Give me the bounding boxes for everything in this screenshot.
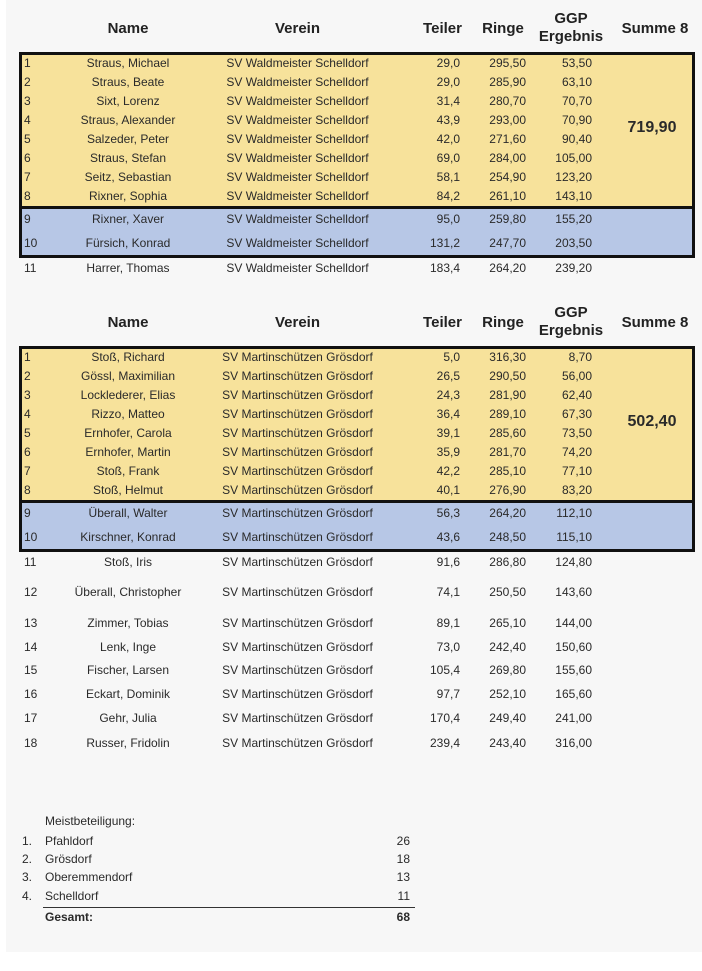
cell-ringe: 295,50 bbox=[489, 56, 526, 70]
cell-teiler: 84,2 bbox=[436, 189, 460, 203]
cell-rank: 7 bbox=[24, 170, 31, 184]
cell-rank: 1 bbox=[24, 350, 31, 364]
cell-name: Sixt, Lorenz bbox=[96, 94, 160, 108]
cell-ggp: 73,50 bbox=[561, 426, 592, 440]
cell-name: Eckart, Dominik bbox=[85, 687, 171, 701]
cell-rank: 15 bbox=[24, 663, 38, 677]
cell-ggp: 115,10 bbox=[556, 530, 592, 544]
cell-ggp: 62,40 bbox=[561, 388, 592, 402]
cell-ggp: 77,10 bbox=[561, 464, 592, 478]
table-row bbox=[0, 614, 702, 633]
table-row bbox=[0, 638, 702, 657]
cell-verein: SV Martinschützen Grösdorf bbox=[222, 464, 373, 478]
cell-teiler: 89,1 bbox=[436, 616, 460, 630]
cell-teiler: 43,9 bbox=[436, 113, 460, 127]
cell-rank: 10 bbox=[24, 530, 38, 544]
table-row bbox=[0, 528, 702, 547]
cell-name: Ernhofer, Carola bbox=[84, 426, 172, 440]
cell-teiler: 5,0 bbox=[443, 350, 460, 364]
cell-verein: SV Martinschützen Grösdorf bbox=[222, 369, 373, 383]
cell-verein: SV Martinschützen Grösdorf bbox=[222, 483, 373, 497]
cell-ggp: 143,10 bbox=[555, 189, 592, 203]
cell-ringe: 281,70 bbox=[489, 445, 526, 459]
cell-ringe: 285,60 bbox=[489, 426, 526, 440]
cell-ringe: 250,50 bbox=[489, 585, 526, 599]
cell-rank: 8 bbox=[24, 483, 31, 497]
cell-ggp: 143,60 bbox=[555, 585, 592, 599]
cell-name: Russer, Fridolin bbox=[86, 736, 170, 750]
cell-ringe: 252,10 bbox=[489, 687, 526, 701]
cell-ringe: 281,90 bbox=[489, 388, 526, 402]
cell-name: Stoß, Helmut bbox=[92, 483, 164, 497]
cell-verein: SV Martinschützen Grösdorf bbox=[222, 388, 373, 402]
cell-verein: SV Martinschützen Grösdorf bbox=[222, 616, 373, 630]
cell-ggp: 112,10 bbox=[556, 506, 592, 520]
header-teiler: Teiler bbox=[423, 314, 462, 331]
cell-name: Straus, Stefan bbox=[89, 151, 167, 165]
cell-teiler: 170,4 bbox=[429, 711, 460, 725]
cell-ringe: 261,10 bbox=[489, 189, 526, 203]
table-row bbox=[0, 443, 702, 462]
cell-rank: 8 bbox=[24, 189, 31, 203]
table-row bbox=[0, 386, 702, 405]
cell-rank: 3 bbox=[24, 388, 31, 402]
table-row bbox=[0, 92, 702, 111]
cell-rank: 12 bbox=[24, 585, 38, 599]
header-summe: Summe 8 bbox=[621, 314, 689, 331]
cell-verein: SV Waldmeister Schelldorf bbox=[226, 132, 369, 146]
table-row bbox=[0, 73, 702, 92]
cell-ggp: 241,00 bbox=[555, 711, 592, 725]
cell-name: Harrer, Thomas bbox=[86, 261, 170, 275]
cell-ringe: 249,40 bbox=[489, 711, 526, 725]
cell-ggp: 124,80 bbox=[555, 555, 592, 569]
cell-rank: 3 bbox=[24, 94, 31, 108]
cell-verein: SV Martinschützen Grösdorf bbox=[222, 350, 373, 364]
cell-ringe: 284,00 bbox=[489, 151, 526, 165]
cell-rank: 14 bbox=[24, 640, 38, 654]
cell-name: Überall, Walter bbox=[88, 506, 168, 520]
cell-verein: SV Martinschützen Grösdorf bbox=[222, 585, 373, 599]
header-ggp-line2: Ergebnis bbox=[538, 322, 604, 339]
cell-ggp: 155,60 bbox=[555, 663, 592, 677]
cell-name: Seitz, Sebastian bbox=[84, 170, 172, 184]
table-row bbox=[0, 348, 702, 367]
cell-teiler: 39,1 bbox=[436, 426, 460, 440]
cell-ringe: 316,30 bbox=[489, 350, 526, 364]
cell-teiler: 29,0 bbox=[436, 75, 460, 89]
cell-teiler: 74,1 bbox=[436, 585, 460, 599]
cell-ggp: 63,10 bbox=[561, 75, 592, 89]
cell-name: Gehr, Julia bbox=[99, 711, 157, 725]
cell-teiler: 131,2 bbox=[429, 236, 460, 250]
cell-name: Gössl, Maximilian bbox=[80, 369, 176, 383]
cell-verein: SV Waldmeister Schelldorf bbox=[226, 94, 369, 108]
item-num: 3. bbox=[22, 870, 33, 884]
cell-ringe: 285,10 bbox=[489, 464, 526, 478]
cell-name: Straus, Alexander bbox=[80, 113, 176, 127]
cell-teiler: 239,4 bbox=[429, 736, 460, 750]
cell-rank: 7 bbox=[24, 464, 31, 478]
header-teiler: Teiler bbox=[423, 20, 462, 37]
cell-name: Stoß, Richard bbox=[91, 350, 165, 364]
cell-ringe: 259,80 bbox=[489, 212, 526, 226]
cell-verein: SV Martinschützen Grösdorf bbox=[222, 530, 373, 544]
cell-ringe: 276,90 bbox=[489, 483, 526, 497]
cell-verein: SV Martinschützen Grösdorf bbox=[222, 687, 373, 701]
item-value: 13 bbox=[396, 870, 410, 884]
table-row bbox=[0, 367, 702, 386]
cell-verein: SV Waldmeister Schelldorf bbox=[226, 170, 369, 184]
header-name: Name bbox=[107, 20, 149, 37]
cell-name: Lenk, Inge bbox=[99, 640, 157, 654]
total-label: Gesamt: bbox=[45, 910, 94, 924]
cell-verein: SV Martinschützen Grösdorf bbox=[222, 736, 373, 750]
cell-teiler: 26,5 bbox=[436, 369, 460, 383]
cell-name: Stoß, Frank bbox=[96, 464, 160, 478]
cell-rank: 6 bbox=[24, 151, 31, 165]
table-row bbox=[0, 187, 702, 206]
cell-ggp: 70,70 bbox=[561, 94, 592, 108]
cell-teiler: 56,3 bbox=[436, 506, 460, 520]
cell-verein: SV Waldmeister Schelldorf bbox=[226, 212, 369, 226]
cell-teiler: 31,4 bbox=[436, 94, 460, 108]
cell-rank: 2 bbox=[24, 75, 31, 89]
cell-teiler: 105,4 bbox=[429, 663, 460, 677]
cell-name: Stoß, Iris bbox=[103, 555, 152, 569]
cell-verein: SV Martinschützen Grösdorf bbox=[222, 506, 373, 520]
table-row bbox=[0, 504, 702, 523]
table-row bbox=[0, 583, 702, 602]
list-item bbox=[0, 832, 702, 850]
table2-summe: 502,40 bbox=[627, 413, 677, 430]
header-ggp bbox=[536, 10, 606, 46]
cell-name: Überall, Christopher bbox=[74, 585, 182, 599]
header-verein: Verein bbox=[274, 314, 321, 331]
cell-rank: 13 bbox=[24, 616, 38, 630]
cell-ringe: 264,20 bbox=[489, 261, 526, 275]
cell-ggp: 53,50 bbox=[561, 56, 592, 70]
cell-rank: 4 bbox=[24, 407, 31, 421]
cell-ringe: 265,10 bbox=[489, 616, 526, 630]
table-row bbox=[0, 553, 702, 572]
item-value: 18 bbox=[396, 852, 410, 866]
cell-name: Fürsich, Konrad bbox=[85, 236, 171, 250]
table-row bbox=[0, 685, 702, 704]
cell-ringe: 280,70 bbox=[489, 94, 526, 108]
cell-verein: SV Waldmeister Schelldorf bbox=[226, 113, 369, 127]
cell-name: Kirschner, Konrad bbox=[80, 530, 176, 544]
header-ggp-line2: Ergebnis bbox=[538, 28, 604, 45]
table-row bbox=[0, 424, 702, 443]
table-row bbox=[0, 405, 702, 424]
cell-ringe: 264,20 bbox=[489, 506, 526, 520]
cell-ggp: 155,20 bbox=[555, 212, 592, 226]
cell-name: Salzeder, Peter bbox=[86, 132, 170, 146]
table1-summe: 719,90 bbox=[627, 119, 677, 136]
header-ringe: Ringe bbox=[482, 20, 524, 37]
table-row bbox=[0, 149, 702, 168]
header-ringe: Ringe bbox=[482, 314, 524, 331]
cell-teiler: 35,9 bbox=[436, 445, 460, 459]
cell-ggp: 74,20 bbox=[561, 445, 592, 459]
cell-verein: SV Martinschützen Grösdorf bbox=[222, 640, 373, 654]
table-row bbox=[0, 709, 702, 728]
cell-ggp: 90,40 bbox=[561, 132, 592, 146]
cell-rank: 17 bbox=[24, 711, 38, 725]
cell-name: Rizzo, Matteo bbox=[91, 407, 165, 421]
cell-ggp: 67,30 bbox=[561, 407, 592, 421]
item-name: Pfahldorf bbox=[45, 834, 94, 848]
cell-teiler: 29,0 bbox=[436, 56, 460, 70]
cell-ggp: 105,00 bbox=[555, 151, 592, 165]
cell-ringe: 271,60 bbox=[489, 132, 526, 146]
item-num: 1. bbox=[22, 834, 33, 848]
cell-teiler: 40,1 bbox=[436, 483, 460, 497]
header-ggp-line1: GGP bbox=[554, 304, 588, 321]
cell-rank: 10 bbox=[24, 236, 38, 250]
cell-teiler: 42,2 bbox=[436, 464, 460, 478]
cell-ggp: 150,60 bbox=[555, 640, 592, 654]
table-row bbox=[0, 481, 702, 500]
table-row bbox=[0, 130, 702, 149]
table-row bbox=[0, 462, 702, 481]
item-num: 4. bbox=[22, 889, 33, 903]
cell-rank: 5 bbox=[24, 132, 31, 146]
header-verein: Verein bbox=[274, 20, 321, 37]
cell-ggp: 203,50 bbox=[555, 236, 592, 250]
cell-ringe: 242,40 bbox=[489, 640, 526, 654]
table-row bbox=[0, 734, 702, 753]
cell-verein: SV Waldmeister Schelldorf bbox=[226, 236, 369, 250]
cell-ringe: 285,90 bbox=[489, 75, 526, 89]
cell-teiler: 183,4 bbox=[429, 261, 460, 275]
item-num: 2. bbox=[22, 852, 33, 866]
cell-ggp: 70,90 bbox=[561, 113, 592, 127]
total-value: 68 bbox=[396, 910, 410, 924]
cell-teiler: 58,1 bbox=[436, 170, 460, 184]
cell-ggp: 239,20 bbox=[555, 261, 592, 275]
cell-ringe: 293,00 bbox=[489, 113, 526, 127]
list-item bbox=[0, 868, 702, 886]
header-name: Name bbox=[107, 314, 149, 331]
cell-rank: 5 bbox=[24, 426, 31, 440]
item-name: Oberemmendorf bbox=[45, 870, 133, 884]
cell-ggp: 123,20 bbox=[555, 170, 592, 184]
cell-verein: SV Martinschützen Grösdorf bbox=[222, 711, 373, 725]
cell-teiler: 24,3 bbox=[436, 388, 460, 402]
list-item bbox=[0, 887, 702, 905]
table-row bbox=[0, 54, 702, 73]
cell-verein: SV Waldmeister Schelldorf bbox=[226, 261, 369, 275]
cell-name: Rixner, Xaver bbox=[91, 212, 165, 226]
cell-rank: 1 bbox=[24, 56, 31, 70]
cell-verein: SV Martinschützen Grösdorf bbox=[222, 555, 373, 569]
cell-verein: SV Martinschützen Grösdorf bbox=[222, 445, 373, 459]
cell-teiler: 97,7 bbox=[436, 687, 460, 701]
cell-name: Fischer, Larsen bbox=[86, 663, 170, 677]
cell-teiler: 69,0 bbox=[436, 151, 460, 165]
table-row bbox=[0, 661, 702, 680]
header-ggp-line1: GGP bbox=[554, 10, 588, 27]
cell-ringe: 289,10 bbox=[489, 407, 526, 421]
header-summe: Summe 8 bbox=[621, 20, 689, 37]
cell-rank: 2 bbox=[24, 369, 31, 383]
cell-ringe: 290,50 bbox=[489, 369, 526, 383]
cell-verein: SV Waldmeister Schelldorf bbox=[226, 56, 369, 70]
list-item bbox=[0, 850, 702, 868]
cell-name: Rixner, Sophia bbox=[88, 189, 168, 203]
table-row bbox=[0, 111, 702, 130]
cell-teiler: 36,4 bbox=[436, 407, 460, 421]
cell-verein: SV Waldmeister Schelldorf bbox=[226, 75, 369, 89]
cell-ringe: 247,70 bbox=[489, 236, 526, 250]
cell-name: Ernhofer, Martin bbox=[85, 445, 171, 459]
cell-verein: SV Martinschützen Grösdorf bbox=[222, 426, 373, 440]
cell-rank: 18 bbox=[24, 736, 38, 750]
cell-ggp: 8,70 bbox=[568, 350, 592, 364]
cell-ggp: 56,00 bbox=[561, 369, 592, 383]
cell-ggp: 316,00 bbox=[555, 736, 592, 750]
meistbeteiligung-total bbox=[0, 908, 702, 926]
cell-verein: SV Martinschützen Grösdorf bbox=[222, 407, 373, 421]
cell-rank: 9 bbox=[24, 506, 31, 520]
cell-teiler: 95,0 bbox=[436, 212, 460, 226]
table-row bbox=[0, 234, 702, 253]
cell-name: Straus, Beate bbox=[91, 75, 165, 89]
cell-ringe: 243,40 bbox=[489, 736, 526, 750]
meistbeteiligung-title: Meistbeteiligung: bbox=[45, 814, 136, 828]
cell-ringe: 248,50 bbox=[489, 530, 526, 544]
cell-rank: 6 bbox=[24, 445, 31, 459]
cell-ringe: 286,80 bbox=[489, 555, 526, 569]
cell-ringe: 254,90 bbox=[489, 170, 526, 184]
cell-rank: 11 bbox=[24, 555, 37, 569]
cell-teiler: 73,0 bbox=[436, 640, 460, 654]
cell-name: Straus, Michael bbox=[86, 56, 170, 70]
item-value: 26 bbox=[396, 834, 410, 848]
cell-rank: 16 bbox=[24, 687, 38, 701]
cell-verein: SV Waldmeister Schelldorf bbox=[226, 189, 369, 203]
cell-teiler: 42,0 bbox=[436, 132, 460, 146]
item-value: 11 bbox=[397, 889, 410, 903]
cell-rank: 9 bbox=[24, 212, 31, 226]
cell-rank: 11 bbox=[24, 261, 37, 275]
cell-ggp: 165,60 bbox=[555, 687, 592, 701]
cell-verein: SV Martinschützen Grösdorf bbox=[222, 663, 373, 677]
cell-teiler: 91,6 bbox=[436, 555, 460, 569]
cell-name: Zimmer, Tobias bbox=[87, 616, 169, 630]
cell-rank: 4 bbox=[24, 113, 31, 127]
cell-name: Locklederer, Elias bbox=[80, 388, 176, 402]
cell-ggp: 144,00 bbox=[555, 616, 592, 630]
table-row bbox=[0, 259, 702, 278]
cell-ggp: 83,20 bbox=[561, 483, 592, 497]
header-ggp bbox=[536, 304, 606, 340]
table-row bbox=[0, 210, 702, 229]
item-name: Grösdorf bbox=[45, 852, 92, 866]
cell-ringe: 269,80 bbox=[489, 663, 526, 677]
item-name: Schelldorf bbox=[45, 889, 99, 903]
cell-verein: SV Waldmeister Schelldorf bbox=[226, 151, 369, 165]
table-row bbox=[0, 168, 702, 187]
cell-teiler: 43,6 bbox=[436, 530, 460, 544]
